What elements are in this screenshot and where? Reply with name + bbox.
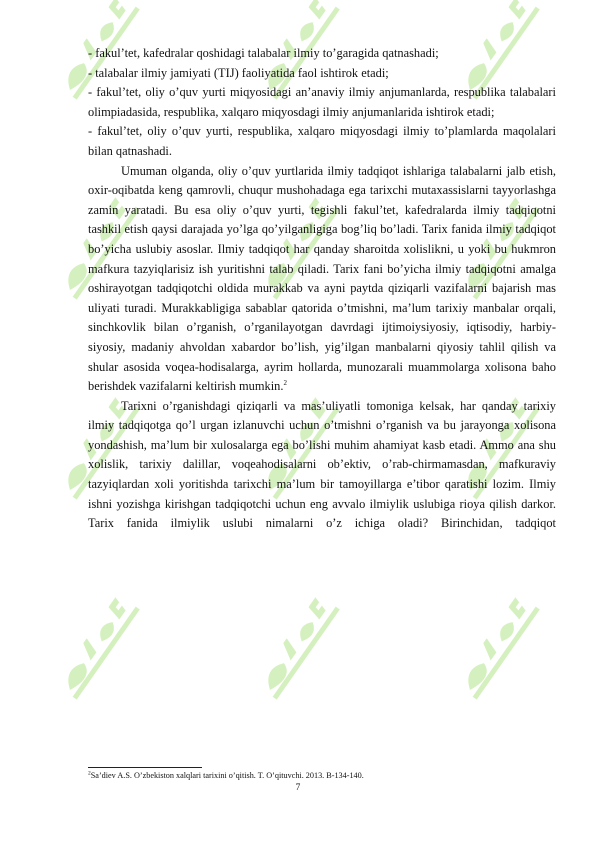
text-line: mumkin. — [239, 379, 284, 394]
watermark-shape — [106, 0, 128, 20]
watermark-shape — [478, 638, 500, 660]
watermark-shape — [306, 0, 328, 20]
text-line: yoritishda tarixchi ma’lum bir tamoyillarga e’tibor qaratishi lozim. Ilmiy ishni — [88, 477, 556, 511]
watermark-shape — [62, 60, 92, 93]
page-number: 7 — [295, 783, 301, 793]
text-line: Umuman olganda, oliy o’quv yurtlarida ilmiy tadqiqot ishlariga talabalarni — [121, 163, 507, 178]
watermark-bar — [273, 607, 340, 700]
text-line: - fakul’tet, oliy o’quv yurti, respublika, xalqaro miqyosdagi ilmiy to’plamlarda — [88, 124, 504, 139]
text-line: darkor. Tarix fanida ilmiylik uslubi nimalarni o’z ichiga oladi? Birinchidan, tadqiqot — [88, 496, 556, 531]
watermark-shape — [62, 260, 92, 293]
text-line: jalb etish, oxir-oqibatda keng qamrovli, chuqur mushohadaga ega tarixchi — [88, 163, 556, 198]
watermark-shape — [506, 0, 528, 20]
watermark-shape — [506, 597, 528, 619]
watermark-bar — [73, 607, 140, 700]
text-line: qo’yilganligiga bog’liq bo’ladi. Tarix fanida ilmiy tadqiqot bo’yicha uslubiy asoslar. — [88, 222, 556, 256]
footnote-divider — [88, 767, 202, 768]
text-line: muhim ahamiyat kasb etadi. Ammo ana shu xolislik, tarixiy dalillar, — [88, 437, 556, 472]
watermark-shape — [95, 619, 118, 644]
watermark-shape — [62, 460, 92, 493]
watermark-shape — [462, 660, 492, 693]
text-line: - fakul’tet, oliy o’quv yurti miqyosidagi an’anaviy ilmiy anjumanlarda, — [88, 85, 454, 100]
watermark-shape — [306, 597, 328, 619]
paragraph-4 — [88, 122, 556, 161]
text-line: maqolalari bilan qatnashadi. — [88, 124, 556, 158]
watermark-mark — [55, 594, 140, 700]
text-line: Tarixni o’rganishdagi qiziqarli va mas’uliyatli tomoniga kelsak, har — [121, 398, 482, 413]
text-line: mutaxassislarni tayyorlashga zamin yaratadi. Bu esa oliy o’quv yurti, tegishli — [88, 183, 556, 217]
text-line: anjumanlarida ishtirok etadi; — [351, 104, 495, 119]
text-line: Ilmiy tadqiqot har qanday sharoitda xolislikni, u yoki bu hukmron mafkura — [88, 241, 556, 276]
watermark-mark — [255, 594, 340, 700]
text-line: bajarish mas uliyati turadi. Murakkabligiga sabablar qatorida o’tmishni, ma’lum — [88, 281, 556, 315]
watermark-shape — [95, 19, 118, 44]
text-line: yozishga kirishgan tadqiqotchi uchun eng avvalo ilmiylik uslubiga rioya qilish — [116, 496, 522, 511]
text-line: - talabalar ilmiy jamiyati (TIJ) faoliyatida faol ishtirok etadi; — [88, 65, 389, 80]
footnote — [88, 770, 556, 781]
watermark-shape — [78, 638, 100, 660]
footnote-text: Sa’diev A.S. O’zbekiston xalqlari tarixini o’qitish. T. O’qituvchi. 2013. B-134-140. — [90, 771, 364, 780]
watermark-mark — [455, 594, 540, 700]
text-line: va bu jarayonga xolisona yondashish, ma’lum bir xulosalarga ega bo’lishi — [88, 418, 556, 452]
text-line: yig’ilgan manbalarni qiyosiy tahlil qilish va shular asosida voqea-hodisalarga, ayrim — [88, 339, 556, 374]
paragraph-2 — [88, 64, 556, 84]
text-line: - fakul’tet, kafedralar qoshidagi talabalar ilmiy to’garagida qatnashadi; — [88, 46, 439, 60]
text-line: tarixiy manbalar orqali, sinchkovlik bilan o’rganish, o’rganilayotgan davrdagi — [88, 300, 556, 335]
text-line: oshirayotgan tadqiqotchi oldida murakkab va ayni paytda qiziqarli vazifalarni — [88, 281, 492, 296]
watermark-shape — [62, 660, 92, 693]
watermark-shape — [262, 660, 292, 693]
paragraph-1 — [88, 44, 556, 64]
watermark-shape — [495, 619, 518, 644]
paragraph-6 — [88, 397, 556, 534]
text-line: qanday tarixiy ilmiy tadqiqotga qo’l urgan izlanuvchi uchun o’tmishni o’rganish — [88, 398, 556, 433]
paragraph-3 — [88, 83, 556, 122]
watermark-shape — [295, 619, 318, 644]
text-line: ijtimoiysiyosiy, iqtisodiy, harbiy-siyosiy, madaniy ahvoldan xabardor bo’lish, — [88, 320, 557, 354]
paragraph-5 — [88, 162, 556, 397]
footnote-number: 2 — [88, 770, 91, 777]
watermark-shape — [295, 19, 318, 44]
footnote-reference[interactable]: 2 — [283, 378, 287, 387]
watermark-shape — [106, 597, 128, 619]
text-line: respublika talabalari olimpiadasida, respublika, xalqaro miqyosdagi ilmiy — [88, 85, 556, 119]
text-line: hollarda, munozarali muammolarga xolisona baho berishdek vazifalarni keltirish — [88, 359, 557, 394]
text-line: fakul’tet, kafedralarda ilmiy tadqiqotni tashkil etish qaysi darajada yo’lga — [88, 202, 556, 237]
text-line: tazyiqlarisiz ish yuritishni talab qiladi. Tarix fani bo’yicha ilmiy tadqiqotni amalga — [133, 261, 556, 276]
watermark-shape — [278, 638, 300, 660]
text-line: voqeahodisalarni ob’ektiv, o’rab-chirmamasdan, mafkuraviy tazyiqlardan xoli — [88, 457, 557, 492]
watermark-bar — [473, 607, 540, 700]
watermark-shape — [495, 19, 518, 44]
body-text — [88, 44, 556, 534]
